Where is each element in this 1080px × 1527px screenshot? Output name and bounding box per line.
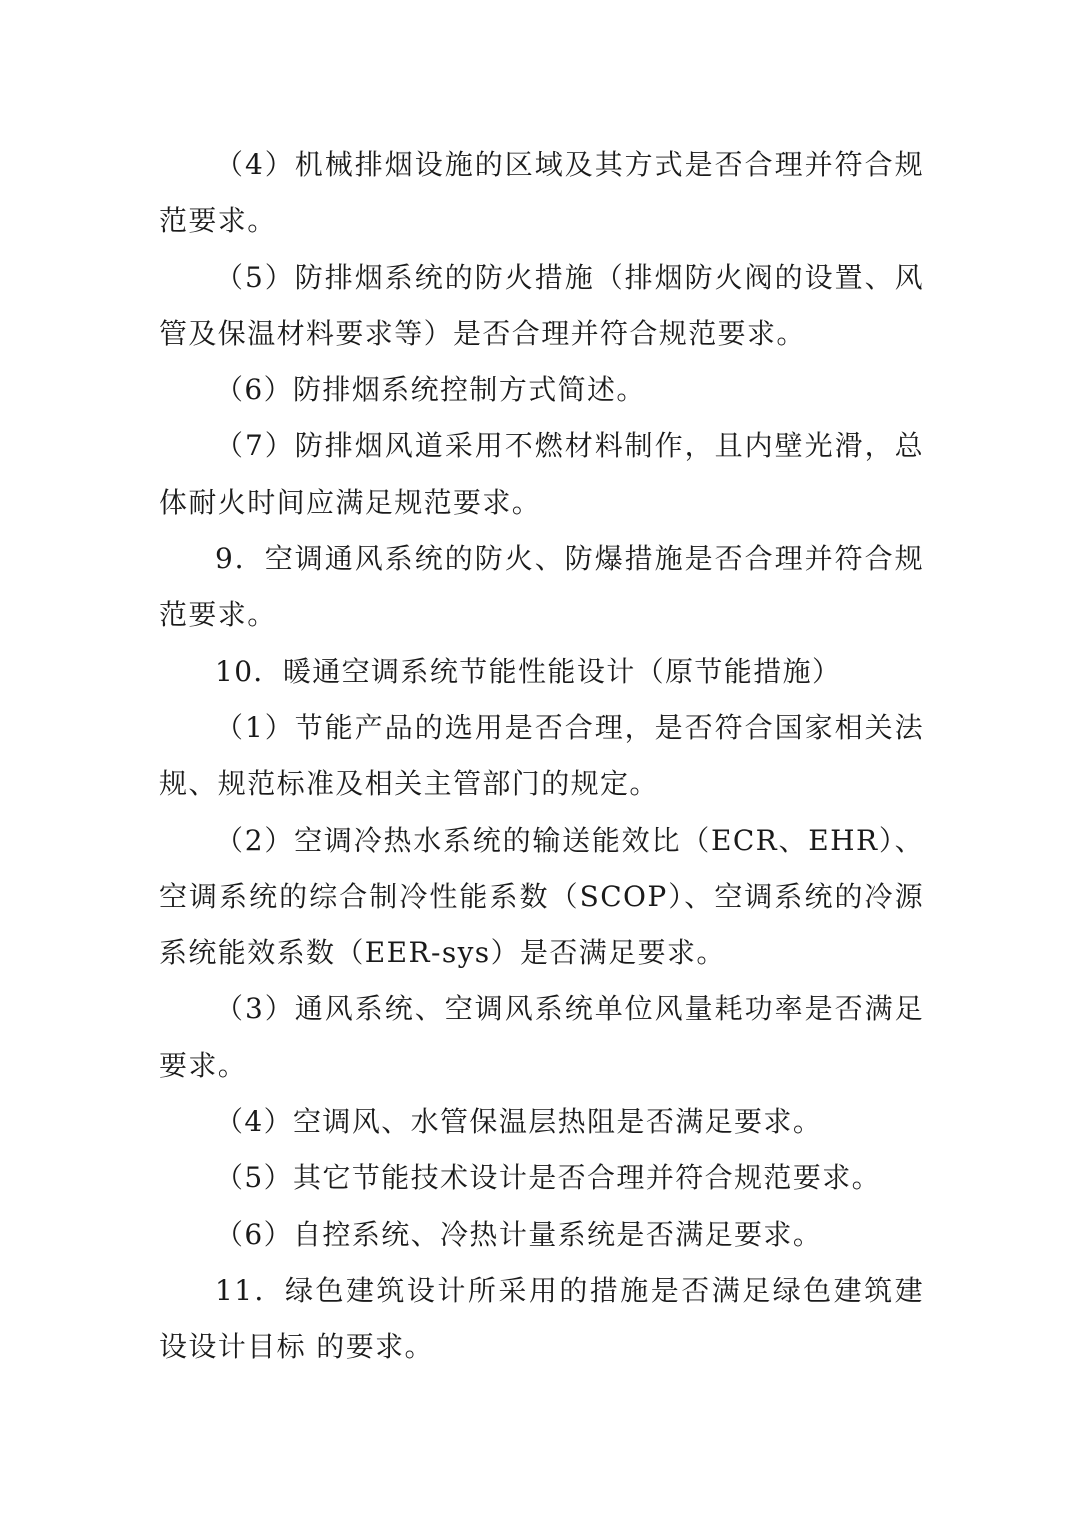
paragraph-auto-control-metering: （6）自控系统、冷热计量系统是否满足要求。 bbox=[215, 1217, 823, 1251]
paragraph-item-11-green-building: 11．绿色建筑设计所采用的措施是否满足绿色建筑建设设计目标 的要求。 bbox=[159, 1273, 924, 1364]
paragraph-smoke-fire-measures: （5）防排烟系统的防火措施（排烟防火阀的设置、风管及保温材料要求等）是否合理并符合规范要求。 bbox=[159, 260, 924, 350]
paragraph-mechanical-smoke-exhaust: （4）机械排烟设施的区域及其方式是否合理并符合规范要求。 bbox=[159, 148, 924, 238]
paragraph-energy-products: （1）节能产品的选用是否合理，是否符合国家相关法规、规范标准及相关主管部门的规定。 bbox=[159, 710, 924, 801]
paragraph-other-energy-tech: （5）其它节能技术设计是否合理并符合规范要求。 bbox=[215, 1161, 882, 1195]
paragraph-insulation: （4）空调风、水管保温层热阻是否满足要求。 bbox=[215, 1105, 823, 1139]
paragraph-smoke-duct-material: （7）防排烟风道采用不燃材料制作，且内壁光滑，总体耐火时间应满足规范要求。 bbox=[159, 429, 924, 519]
paragraph-fan-power: （3）通风系统、空调风系统单位风量耗功率是否满足要求。 bbox=[159, 992, 924, 1082]
document-body bbox=[159, 137, 924, 1376]
paragraph-item-9-hvac-fire: 9．空调通风系统的防火、防爆措施是否合理并符合规范要求。 bbox=[159, 542, 924, 632]
paragraph-energy-efficiency-ratios: （2）空调冷热水系统的输送能效比（ECR、EHR）、空调系统的综合制冷性能系数（SCOP）、空调系统的冷源系统能效系数（EER-sys）是否满足要求。 bbox=[159, 823, 924, 970]
paragraph-smoke-control-method: （6）防排烟系统控制方式简述。 bbox=[215, 373, 646, 407]
paragraph-item-10-energy-design: 10．暖通空调系统节能性能设计（原节能措施） bbox=[215, 654, 842, 688]
